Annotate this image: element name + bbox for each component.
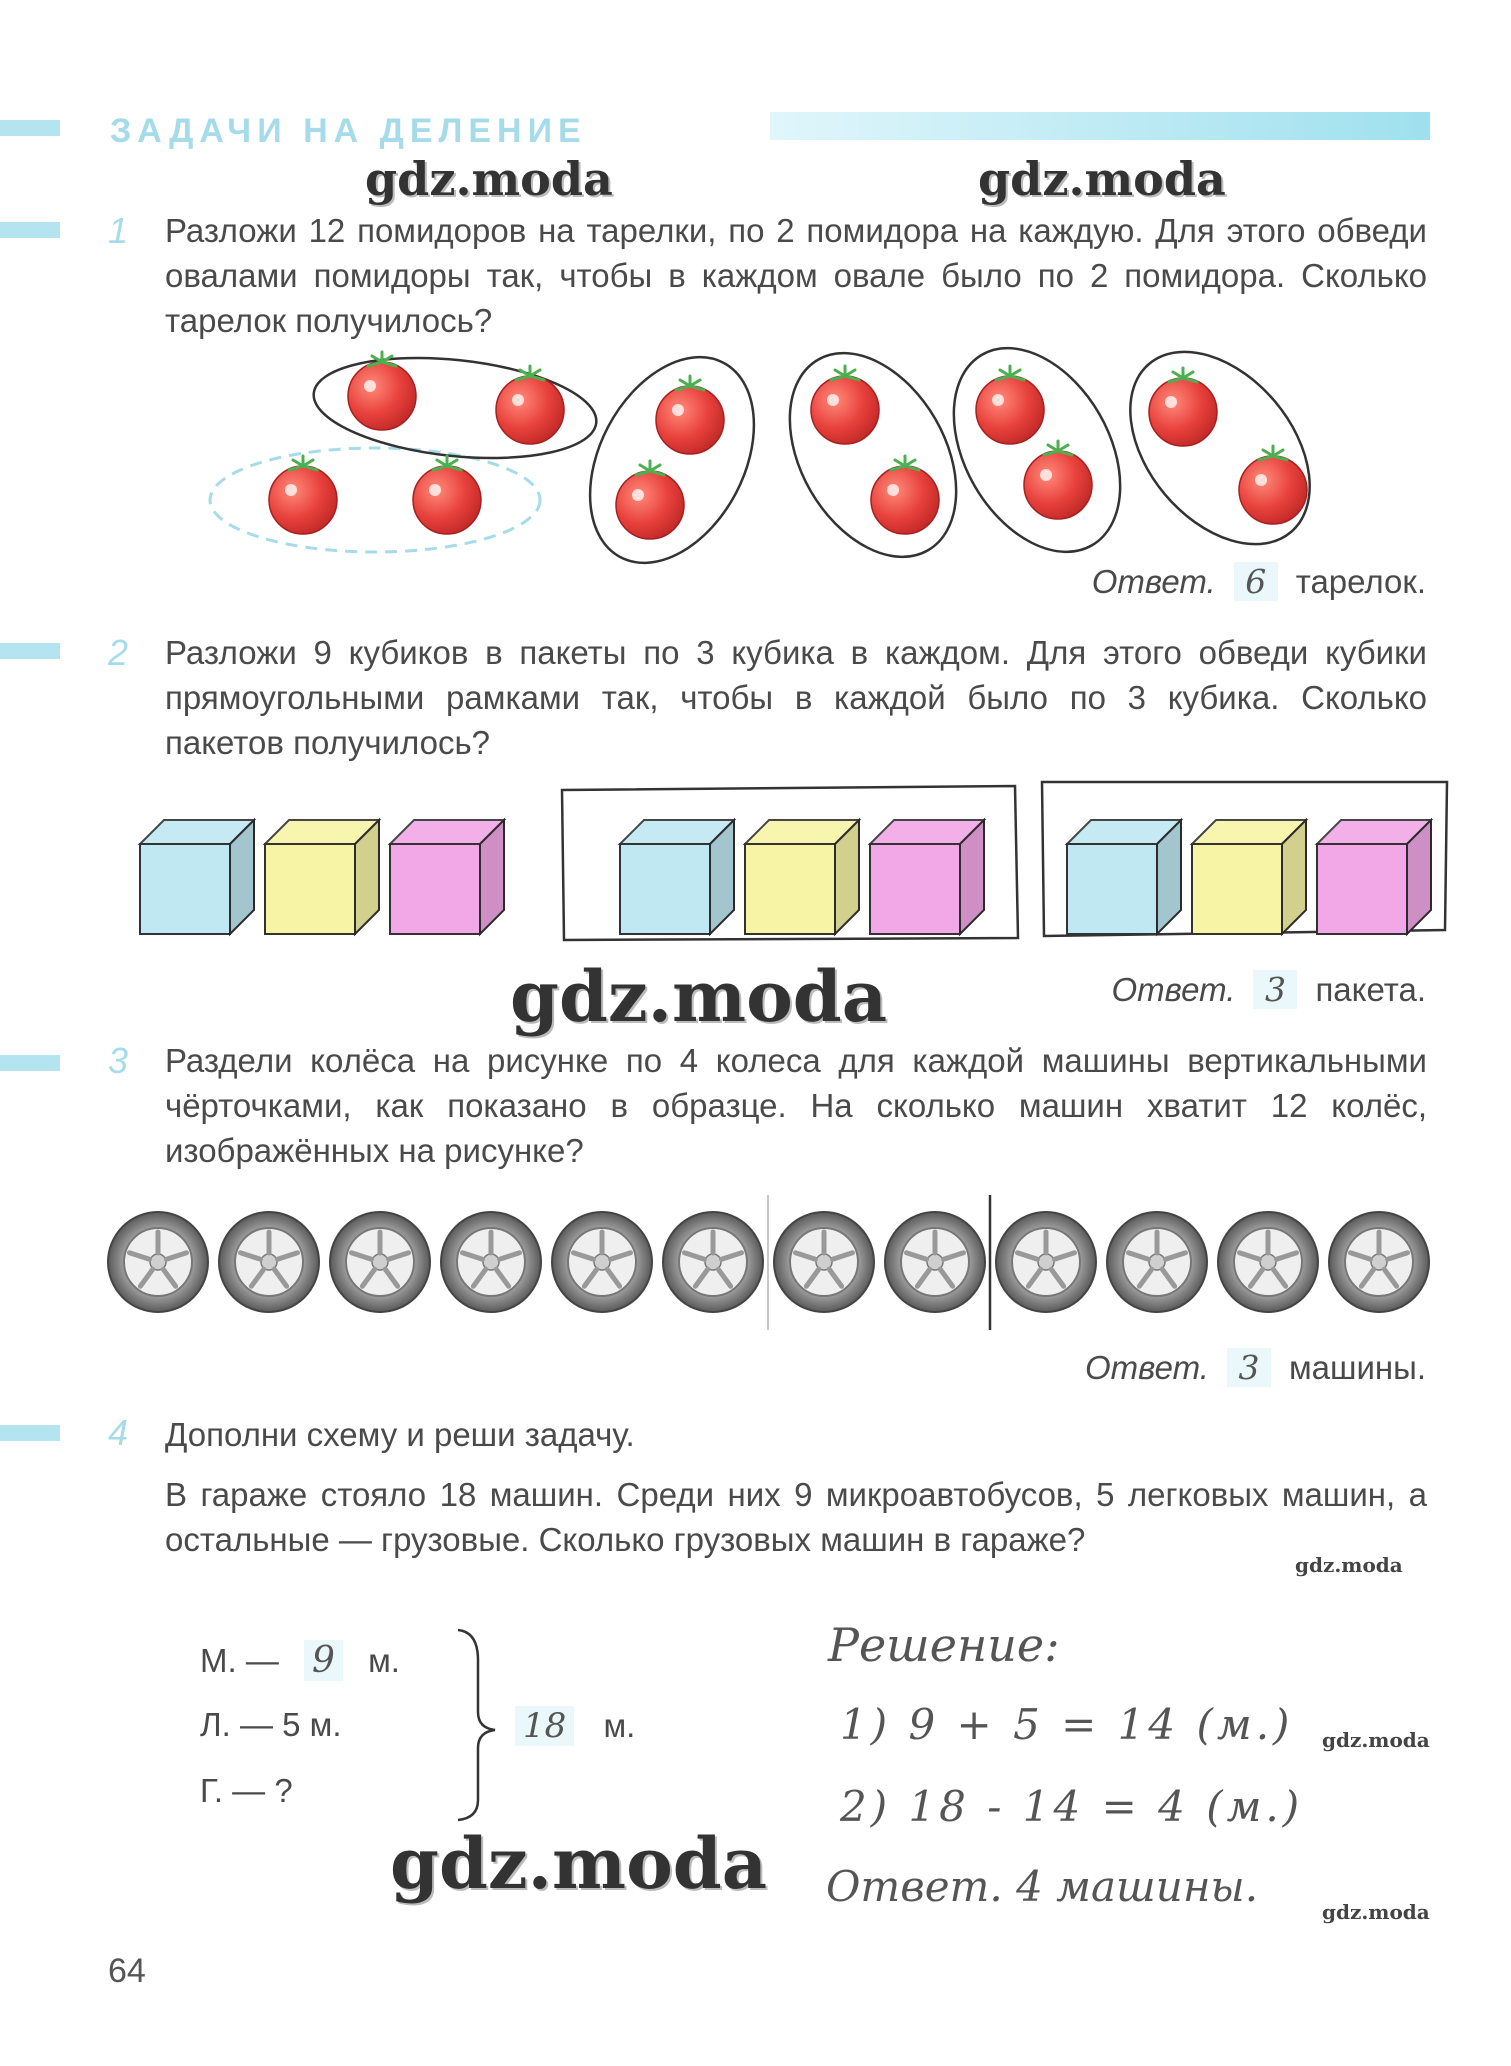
task-text: Дополни схему и реши задачу.: [165, 1416, 635, 1453]
task2-cubes: [140, 820, 1431, 934]
cube-pink: [870, 820, 984, 934]
tomato: [616, 461, 684, 539]
watermark: gdz.moda: [1322, 1900, 1430, 1924]
drawn-oval: [920, 319, 1155, 582]
solution-title: Решение:: [828, 1618, 1060, 1672]
drawn-oval: [1094, 317, 1346, 578]
task-number: 1: [108, 210, 129, 251]
scheme-row-trucks: Г. — ?: [200, 1772, 293, 1809]
page-title: ЗАДАЧИ НА ДЕЛЕНИЕ: [110, 112, 587, 150]
cube-blue: [1067, 820, 1181, 934]
answer-field[interactable]: 3: [1253, 970, 1297, 1009]
dashed-sample-oval: [210, 448, 540, 552]
wheel: [1329, 1212, 1429, 1312]
scheme-brace: [458, 1630, 495, 1820]
wheel: [774, 1212, 874, 1312]
page-number: 64: [108, 1952, 146, 1990]
watermark: gdz.moda: [978, 152, 1226, 206]
answer-label: Ответ.: [1111, 971, 1236, 1008]
wheel: [219, 1212, 319, 1312]
tomato: [656, 376, 724, 454]
cube-yellow: [745, 820, 859, 934]
watermark: gdz.moda: [510, 955, 888, 1038]
task-number: 4: [108, 1412, 129, 1453]
scheme-field[interactable]: 9: [304, 1640, 343, 1681]
cube-yellow: [1192, 820, 1306, 934]
wheel: [552, 1212, 652, 1312]
answer-label: Ответ.: [1085, 1349, 1209, 1386]
task-text: Разложи 9 кубиков в пакеты по 3 кубика в каждом. Для этого обведи кубики прямоугольными рамками так, чтобы в каждой было по 3 кубика. Сколько пакетов получилось?: [165, 634, 1427, 761]
wheel: [996, 1212, 1096, 1312]
tomato: [413, 456, 481, 534]
tomato: [811, 366, 879, 444]
tomato: [269, 456, 337, 534]
solution-step-2: 2) 18 - 14 = 4 (м.): [840, 1782, 1304, 1831]
scheme-total-field[interactable]: 18: [515, 1706, 574, 1746]
solution-answer: Ответ. 4 машины.: [826, 1862, 1259, 1911]
scheme-unit: м.: [368, 1642, 400, 1679]
task-problem: В гараже стояло 18 машин. Среди них 9 микроавтобусов, 5 легковых машин, а остальные — грузовые. Сколько грузовых машин в гараже?: [165, 1476, 1427, 1558]
task1-ovals: [210, 317, 1346, 590]
scheme-total-unit: м.: [603, 1707, 636, 1744]
cube-blue: [140, 820, 254, 934]
watermark: gdz.moda: [365, 152, 613, 206]
answer-label: Ответ.: [1091, 563, 1216, 600]
task-text: Раздели колёса на рисунке по 4 колеса для каждой машины вертикальными чёрточками, как показано в образце. На сколько машин хватит 12 колёс, изображённых на рисунке?: [165, 1042, 1427, 1169]
tomato: [976, 366, 1044, 444]
drawn-oval: [756, 324, 991, 587]
task-number: 3: [108, 1040, 129, 1081]
cube-yellow: [265, 820, 379, 934]
task-number: 2: [108, 632, 129, 673]
task-text: Разложи 12 помидоров на тарелки, по 2 помидора на каждую. Для этого обведи овалами помидоры так, чтобы в каждом овале было по 2 помидора. Сколько тарелок получилось?: [165, 212, 1427, 339]
answer-field[interactable]: 6: [1234, 562, 1278, 601]
answer-unit: пакета.: [1315, 971, 1426, 1008]
wheel: [663, 1212, 763, 1312]
wheel: [441, 1212, 541, 1312]
cube-blue: [620, 820, 734, 934]
wheel: [108, 1212, 208, 1312]
watermark: gdz.moda: [390, 1822, 768, 1905]
scheme-row-cars: Л. — 5 м.: [200, 1706, 342, 1743]
scheme-label: М. —: [200, 1642, 279, 1679]
tomato: [1149, 368, 1217, 446]
wheel: [330, 1212, 430, 1312]
wheel: [885, 1212, 985, 1312]
watermark: gdz.moda: [1322, 1728, 1430, 1752]
wheel: [1107, 1212, 1207, 1312]
answer-unit: машины.: [1288, 1349, 1426, 1386]
tomato: [1024, 441, 1092, 519]
tomato: [1239, 446, 1307, 524]
tomato: [871, 456, 939, 534]
answer-field[interactable]: 3: [1227, 1348, 1271, 1387]
drawn-oval: [557, 329, 787, 591]
tomato: [496, 366, 564, 444]
answer-unit: тарелок.: [1295, 563, 1426, 600]
wheel: [1218, 1212, 1318, 1312]
solution-step-1: 1) 9 + 5 = 14 (м.): [840, 1700, 1294, 1749]
cube-pink: [1317, 820, 1431, 934]
task1-tomatoes: [269, 352, 1307, 539]
watermark: gdz.moda: [1295, 1553, 1403, 1577]
cube-pink: [390, 820, 504, 934]
